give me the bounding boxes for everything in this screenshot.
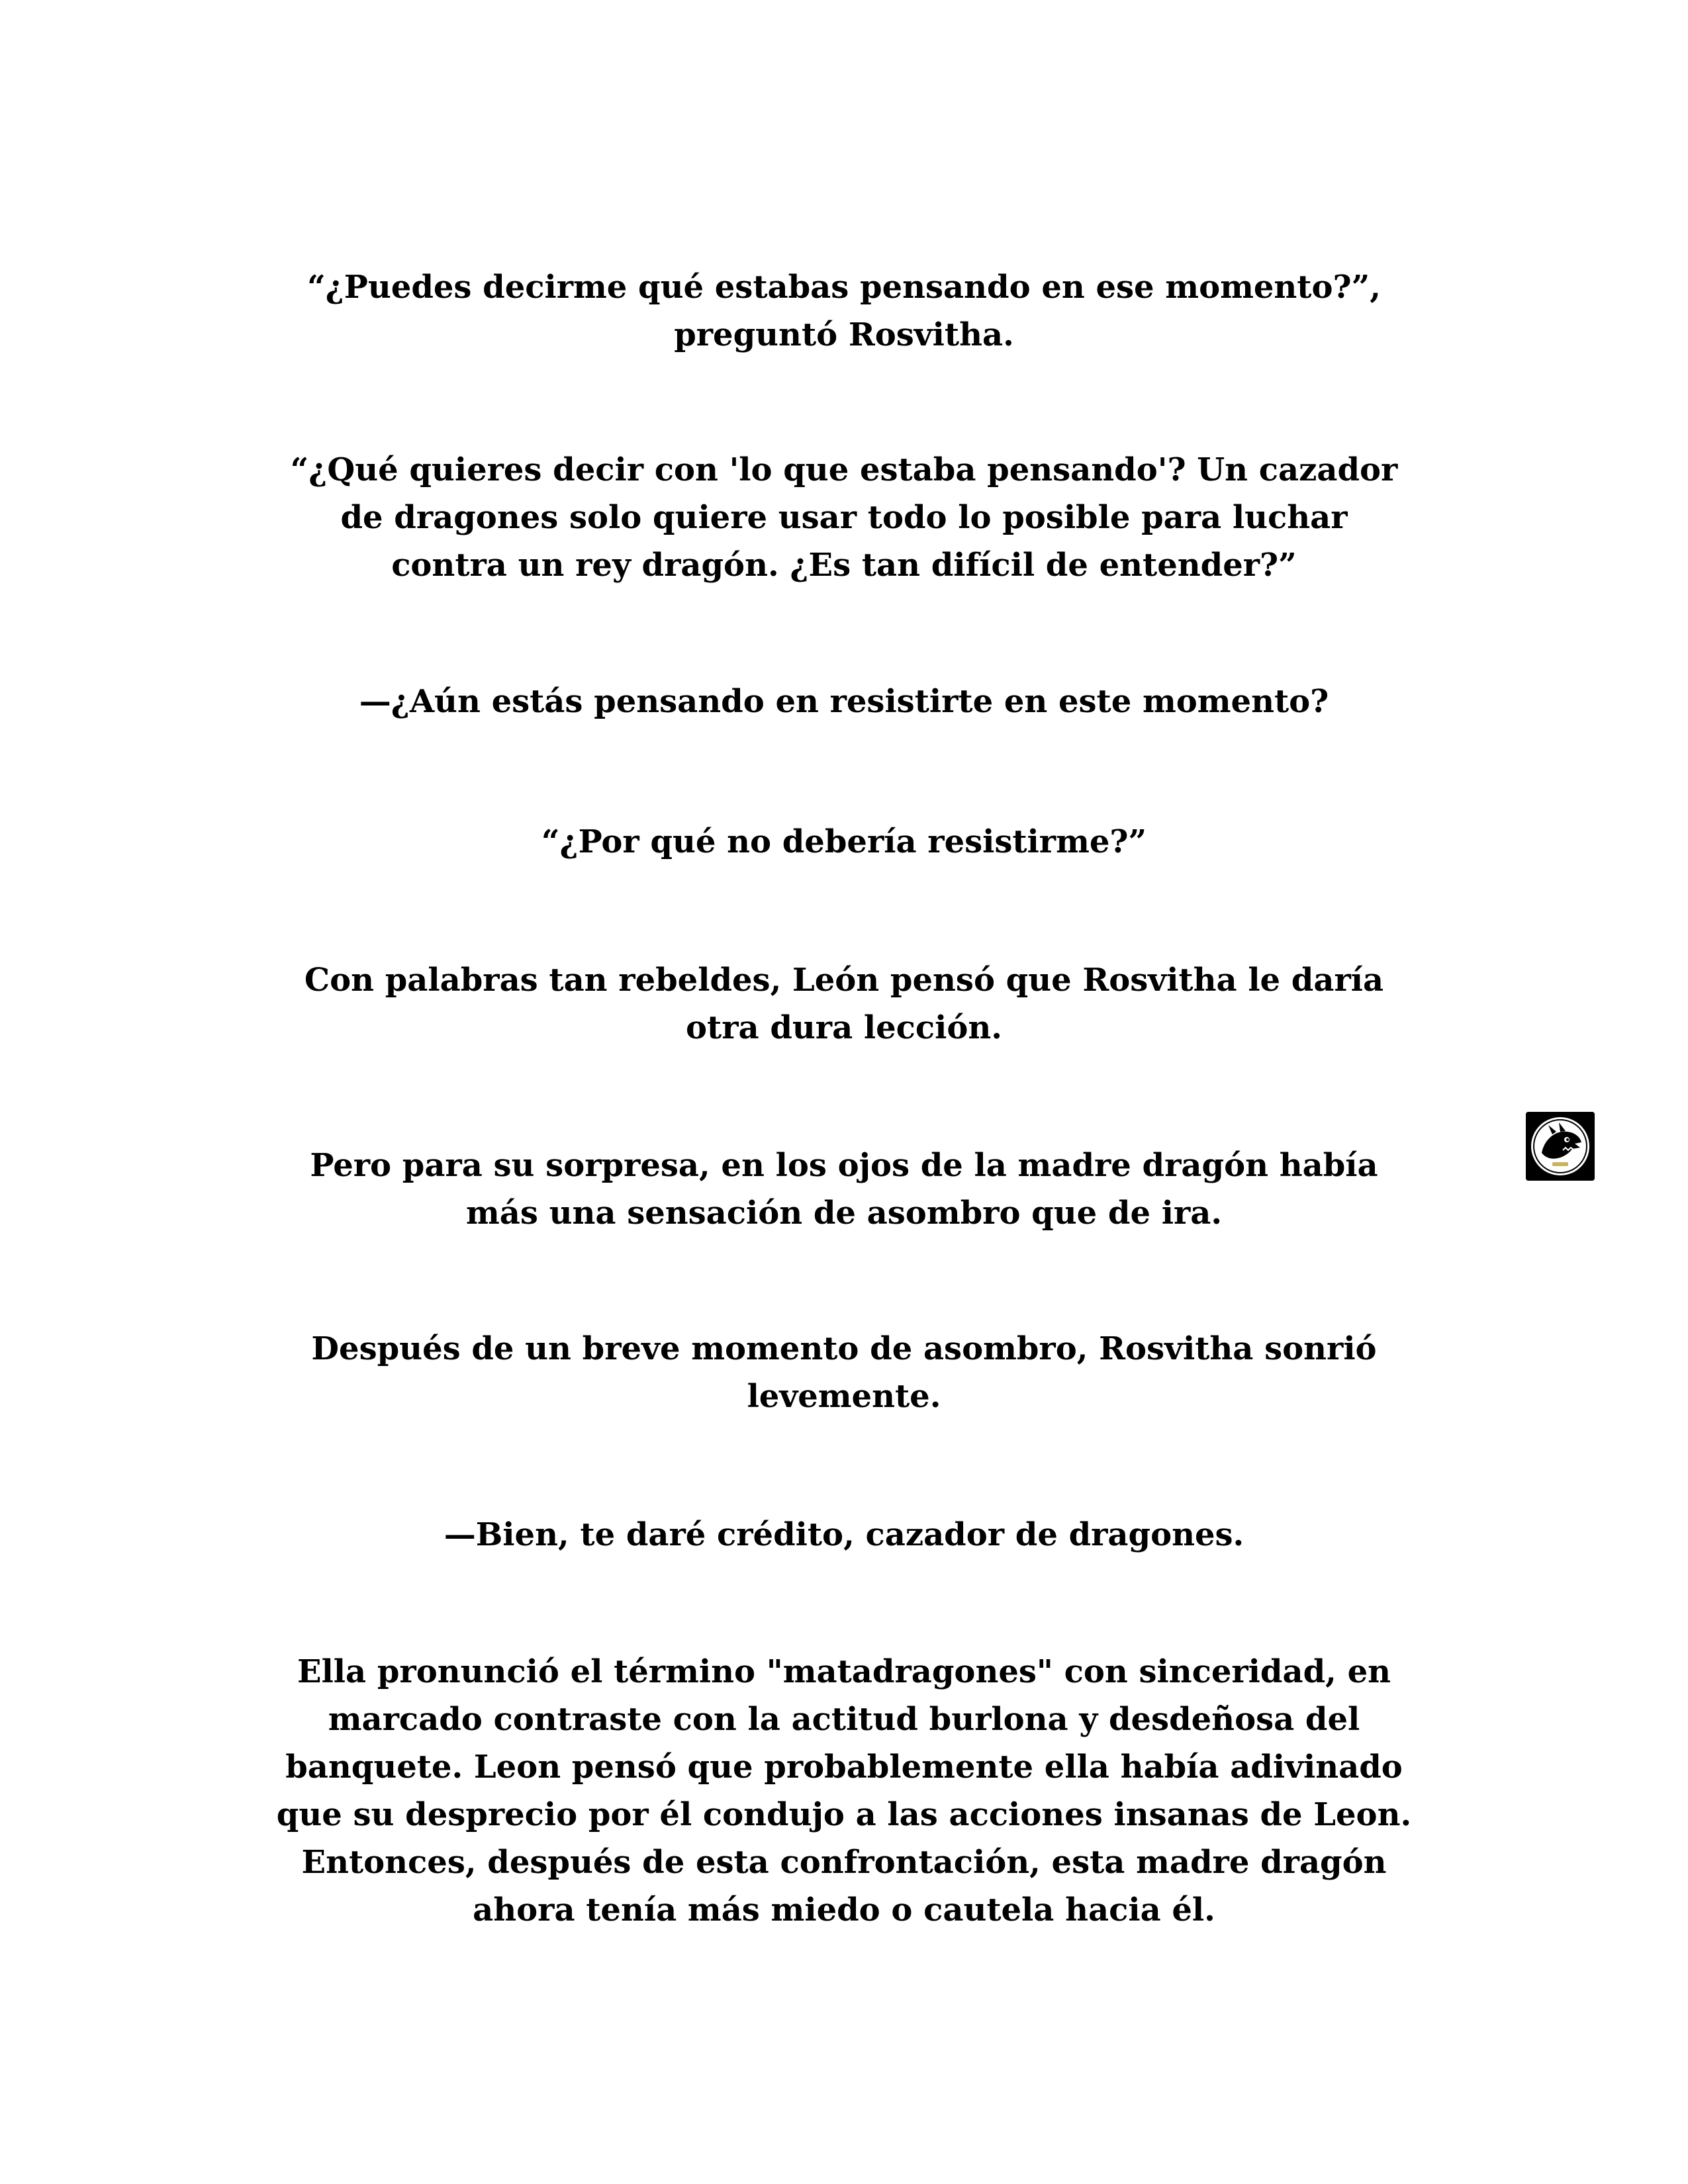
- paragraph-line: que su desprecio por él condujo a las acciones insanas de Leon.: [276, 1796, 1412, 1833]
- paragraph-line: de dragones solo quiere usar todo lo posible para luchar: [340, 499, 1348, 536]
- paragraph-4: [215, 818, 1473, 866]
- paragraph-line: Después de un breve momento de asombro, Rosvitha sonrió: [311, 1330, 1377, 1367]
- paragraph-line: ahora tenía más miedo o cautela hacia él.: [473, 1891, 1215, 1929]
- paragraph-line: “¿Qué quieres decir con 'lo que estaba pensando'? Un cazador: [290, 451, 1398, 488]
- paragraph-line: contra un rey dragón. ¿Es tan difícil de entender?”: [391, 547, 1297, 584]
- paragraph-line: levemente.: [747, 1378, 941, 1415]
- dragon-head-logo-icon: [1526, 1112, 1595, 1181]
- paragraph-line: banquete. Leon pensó que probablemente ella había adivinado: [285, 1749, 1403, 1786]
- paragraph-line: Pero para su sorpresa, en los ojos de la madre dragón había: [310, 1147, 1378, 1184]
- paragraph-line: “¿Puedes decirme qué estabas pensando en ese momento?”,: [307, 269, 1381, 306]
- dragon-head-logo-graphic: [1526, 1112, 1595, 1181]
- paragraph-7: [215, 1325, 1473, 1420]
- paragraph-5: [215, 956, 1473, 1052]
- paragraph-line: “¿Por qué no debería resistirme?”: [541, 823, 1147, 860]
- paragraph-line: otra dura lección.: [686, 1009, 1002, 1046]
- paragraph-8: [215, 1511, 1473, 1559]
- paragraph-2: [215, 446, 1473, 589]
- paragraph-line: preguntó Rosvitha.: [674, 316, 1014, 353]
- paragraph-3: [215, 678, 1473, 725]
- paragraph-line: —Bien, te daré crédito, cazador de dragones.: [444, 1516, 1244, 1553]
- paragraph-1: [215, 263, 1473, 359]
- paragraph-line: —¿Aún estás pensando en resistirte en este momento?: [359, 683, 1329, 720]
- paragraph-line: marcado contraste con la actitud burlona y desdeñosa del: [328, 1701, 1360, 1738]
- paragraph-line: Entonces, después de esta confrontación, esta madre dragón: [301, 1844, 1387, 1881]
- paragraph-line: Con palabras tan rebeldes, León pensó que Rosvitha le daría: [304, 962, 1384, 999]
- paragraph-6: [215, 1142, 1473, 1237]
- paragraph-line: más una sensación de asombro que de ira.: [465, 1195, 1223, 1232]
- paragraph-9: [215, 1648, 1473, 1934]
- paragraph-line: Ella pronunció el término "matadragones" con sinceridad, en: [297, 1653, 1391, 1690]
